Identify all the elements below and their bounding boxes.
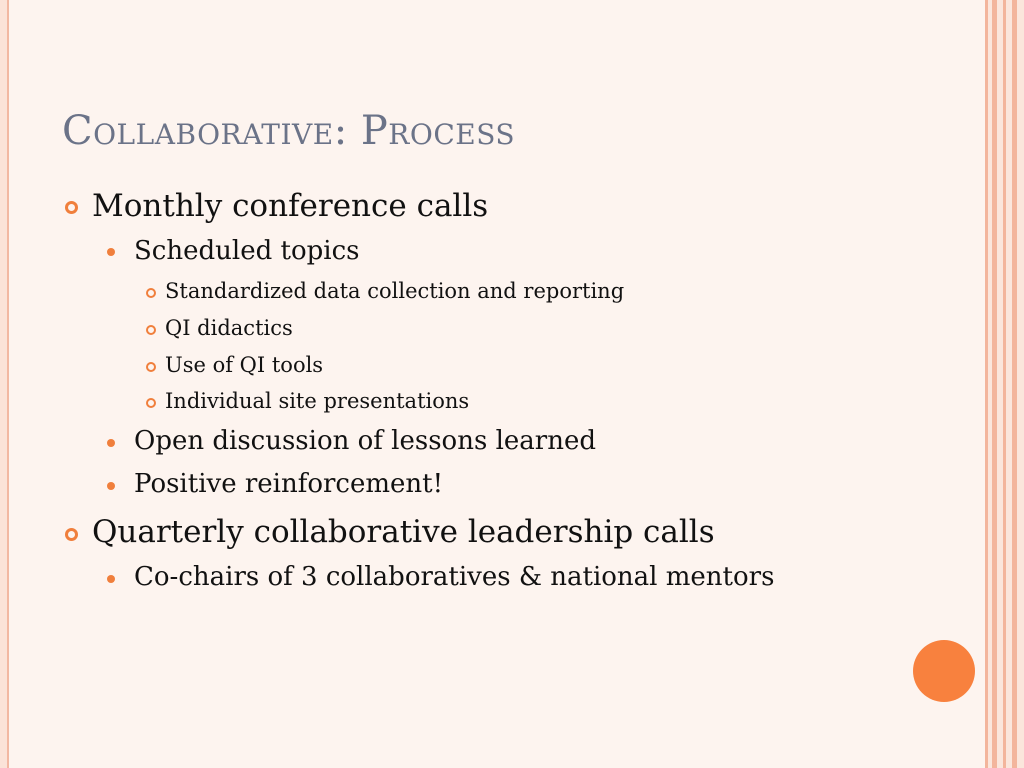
level2-bullet-icon [107, 482, 115, 490]
slide-title: Collaborative: Process [62, 108, 516, 154]
level3-bullet-icon [146, 398, 156, 408]
decorative-orange-circle [913, 640, 975, 702]
list-item-level1: Quarterly collaborative leadership calls [92, 514, 715, 550]
list-item-level2: Scheduled topics [134, 236, 360, 266]
level2-bullet-icon [107, 248, 115, 256]
right-stripe-4 [1012, 0, 1017, 768]
list-item-level3: Use of QI tools [165, 353, 324, 377]
list-item-level2: Positive reinforcement! [134, 469, 444, 499]
right-stripe-3 [1003, 0, 1006, 768]
level1-bullet-icon [65, 201, 78, 214]
list-item-level3: QI didactics [165, 316, 293, 340]
list-item-level3: Standardized data collection and reporting [165, 279, 625, 303]
level1-bullet-icon [65, 528, 78, 541]
list-item-level1: Monthly conference calls [92, 188, 489, 224]
level3-bullet-icon [146, 325, 156, 335]
list-item-level3: Individual site presentations [165, 389, 470, 413]
right-stripe-2 [992, 0, 997, 768]
left-border-line [7, 0, 9, 768]
level3-bullet-icon [146, 362, 156, 372]
level2-bullet-icon [107, 575, 115, 583]
right-stripe-1 [985, 0, 988, 768]
level3-bullet-icon [146, 288, 156, 298]
list-item-level2: Open discussion of lessons learned [134, 426, 596, 456]
level2-bullet-icon [107, 439, 115, 447]
list-item-level2: Co-chairs of 3 collaboratives & national mentors [134, 562, 775, 592]
